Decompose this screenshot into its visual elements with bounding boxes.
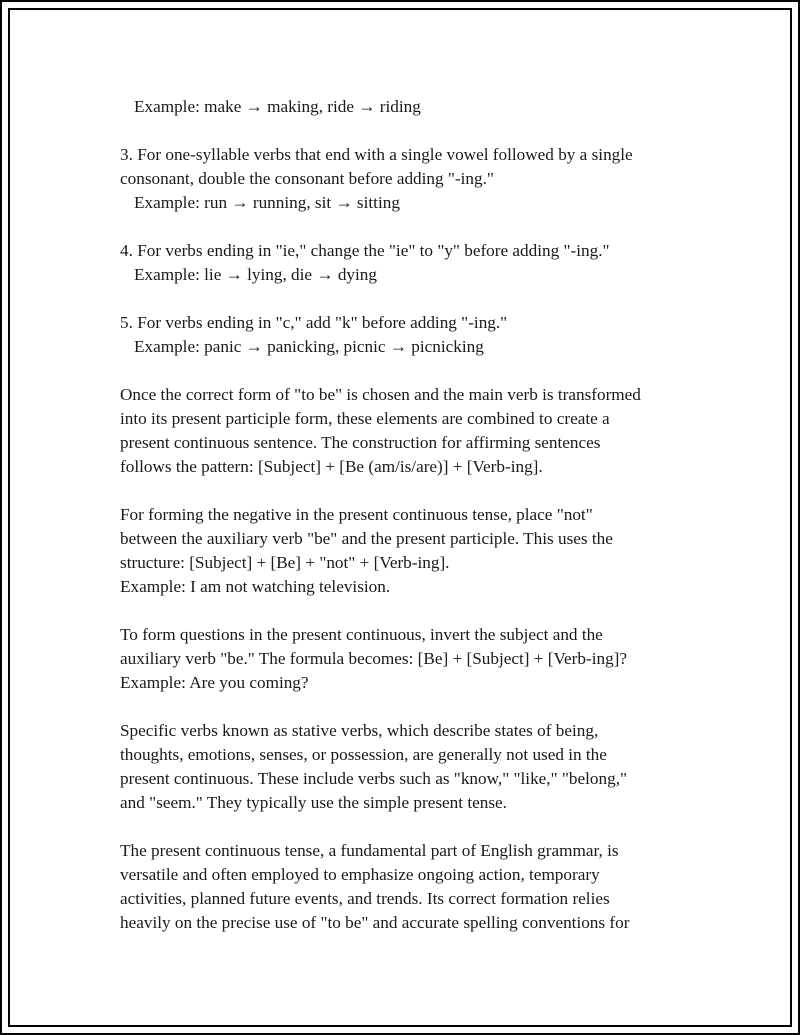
paragraph xyxy=(120,143,690,215)
text-line: 4. For verbs ending in "ie," change the "ie" to "y" before adding "-ing." xyxy=(120,241,610,260)
paragraph xyxy=(120,719,690,815)
text-line: Example: panic → panicking, picnic → picnicking xyxy=(134,337,484,356)
text-line: between the auxiliary verb "be" and the present participle. This uses the xyxy=(120,529,613,548)
paragraph xyxy=(120,839,690,935)
text-line: consonant, double the consonant before adding "-ing." xyxy=(120,169,494,188)
text-line: thoughts, emotions, senses, or possession, are generally not used in the xyxy=(120,745,607,764)
text-line: activities, planned future events, and trends. Its correct formation relies xyxy=(120,889,610,908)
text-line: heavily on the precise use of "to be" and accurate spelling conventions for xyxy=(120,913,630,932)
paragraph xyxy=(120,239,690,287)
text-line: To form questions in the present continuous, invert the subject and the xyxy=(120,625,603,644)
text-line: follows the pattern: [Subject] + [Be (am/is/are)] + [Verb-ing]. xyxy=(120,457,543,476)
paragraph xyxy=(120,503,690,599)
text-line: and "seem." They typically use the simple present tense. xyxy=(120,793,507,812)
text-line: present continuous. These include verbs such as "know," "like," "belong," xyxy=(120,769,628,788)
text-line: Specific verbs known as stative verbs, which describe states of being, xyxy=(120,721,599,740)
text-line: Example: make → making, ride → riding xyxy=(134,97,421,116)
document-body xyxy=(120,95,690,959)
text-line: Example: Are you coming? xyxy=(120,673,309,692)
text-line: Example: run → running, sit → sitting xyxy=(134,193,400,212)
text-line: versatile and often employed to emphasize ongoing action, temporary xyxy=(120,865,600,884)
text-line: present continuous sentence. The construction for affirming sentences xyxy=(120,433,601,452)
text-line: Once the correct form of "to be" is chosen and the main verb is transformed xyxy=(120,385,641,404)
paragraph xyxy=(120,383,690,479)
text-line: The present continuous tense, a fundamental part of English grammar, is xyxy=(120,841,619,860)
text-line: structure: [Subject] + [Be] + "not" + [Verb-ing]. xyxy=(120,553,450,572)
text-line: into its present participle form, these elements are combined to create a xyxy=(120,409,610,428)
paragraph xyxy=(120,95,690,119)
text-line: Example: lie → lying, die → dying xyxy=(134,265,377,284)
paragraph xyxy=(120,623,690,695)
text-line: For forming the negative in the present continuous tense, place "not" xyxy=(120,505,593,524)
text-line: Example: I am not watching television. xyxy=(120,577,391,596)
paragraph xyxy=(120,311,690,359)
text-line: 5. For verbs ending in "c," add "k" before adding "-ing." xyxy=(120,313,508,332)
text-line: auxiliary verb "be." The formula becomes: [Be] + [Subject] + [Verb-ing]? xyxy=(120,649,628,668)
text-line: 3. For one-syllable verbs that end with a single vowel followed by a single xyxy=(120,145,633,164)
